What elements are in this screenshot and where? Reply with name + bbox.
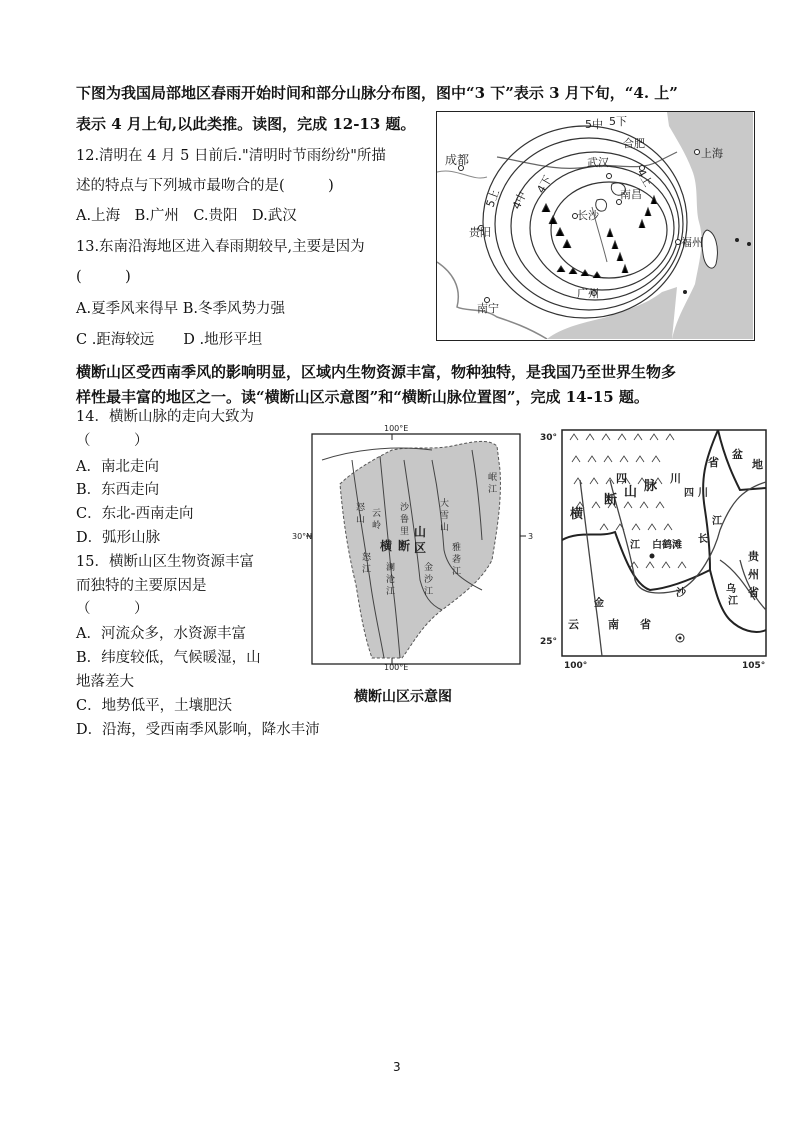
map3-label-14: 沙 [676,588,686,599]
q14-stem: 14．横断山脉的走向大致为 [76,409,254,425]
map3-label-3: 省 [708,456,719,469]
map3-label-25: 江 [728,596,738,607]
map2-range-10: 山 [440,523,450,533]
map3-label-2: 川 [670,472,681,485]
map3-lat-bottom: 25° [540,637,558,647]
map2-region-3: 山 [414,525,427,539]
map3-lon-left: 100° [564,661,588,671]
q14-option-b: B．东西走向 [76,482,160,498]
map2-range-2: 山 [356,515,366,525]
map3-lon-right: 105° [742,661,766,671]
city-hefei: 合肥 [623,137,645,150]
city-chengdu: 成都 [445,153,470,167]
hengduan-region-map [292,420,542,670]
contour-label-5shang: 5上 [483,187,502,210]
q15-stem-1: 15．横断山区生物资源丰富 [76,554,254,570]
map3-label-24: 乌 [726,584,736,595]
map2-range-9: 雪 [440,511,450,521]
map3-label-5: 川 [698,488,708,499]
q15-option-b: B．纬度较低，气候暖湿，山 [76,650,261,666]
city-shanghai: 上海 [701,147,723,160]
map2-river-6: 澜 [386,563,396,573]
contour-label-4shang: 4上 [634,167,655,190]
q15-blank: （ ） [76,601,149,617]
map2-lon-top: 100°E [384,424,409,433]
map3-lat-top: 30° [540,433,558,443]
q15-option-b-cont: 地落差大 [76,674,134,690]
city-nanchang: 南昌 [620,188,642,201]
page-number: 3 [393,1060,401,1074]
map2-region-2: 断 [398,539,411,553]
contour-label-4xia: 4下 [534,173,555,196]
map3-label-13: 金 [594,598,604,609]
map3-label-11: 脉 [644,479,658,494]
map3-label-baihetan: 白鹤滩 [652,540,682,551]
city-changsha: 长沙 [577,209,599,222]
intro-line-1: 下图为我国局部地区春雨开始时间和部分山脉分布图，图中“3 下”表示 3 月下旬，“4. 上” [76,84,678,102]
city-guiyang: 贵阳 [469,226,491,239]
q13-blank: ( ) [76,269,131,285]
map2-river-10: 江 [362,565,372,575]
map2-river-3: 金 [424,563,434,573]
map3-label-15: 江 [630,540,640,551]
map2-river-5: 江 [424,587,434,597]
map2-river-7: 沧 [386,575,396,585]
map2-lat-right: 3 [528,532,534,541]
q13-stem: 13.东南沿海地区进入春雨期较早,主要是因为 [76,239,365,255]
map3-label-9: 断 [604,493,618,508]
q14-option-c: C．东北-西南走向 [76,506,194,522]
map2-region-4: 区 [414,541,427,555]
q15-option-d: D．沿海，受西南季风影响，降水丰沛 [76,722,320,738]
map2-lat-left: 30°N [292,532,313,541]
q12-stem-1: 12.清明在 4 月 5 日前后."清明时节雨纷纷"所描 [76,148,386,164]
map2-range-5: 沙 [400,503,410,513]
city-guangzhou: 广州 [577,287,599,300]
map2-region-1: 横 [380,539,393,553]
map2-lon-bottom: 100°E [384,663,409,670]
map2-river-1: 岷 [488,473,498,483]
map3-label-17: 江 [712,516,722,527]
map3-label-6: 盆 [732,448,743,461]
spring-rain-map [436,111,755,341]
map3-label-22: 州 [748,568,759,581]
q14-blank: （ ） [76,433,149,449]
map2-range-7: 里 [400,527,410,537]
q15-stem-2: 而独特的主要原因是 [76,578,207,594]
q12-options: A.上海 B.广州 C.贵阳 D.武汉 [76,208,297,224]
contour-label-5xia: 5下 [609,115,627,128]
q13-options-1: A.夏季风来得早 B.冬季风势力强 [76,301,285,317]
map3-label-1: 四 [616,472,627,485]
city-nanning: 南宁 [477,302,499,315]
map3-label-23: 省 [748,586,759,599]
hengduan-location-map [540,420,772,672]
map3-label-20: 省 [640,618,651,631]
q13-options-2: C .距海较远 D .地形平坦 [76,332,263,348]
q14-option-a: A．南北走向 [76,459,159,475]
contour-label-5zhong: 5中 [585,118,603,131]
map2-river-13: 江 [452,567,462,577]
intro-line-2: 表示 4 月上旬,以此类推。读图，完成 12-13 题。 [76,115,416,133]
city-wuhan: 武汉 [587,156,609,169]
map3-label-7: 地 [752,458,763,471]
map2-river-2: 江 [488,485,498,495]
map3-label-10: 山 [624,485,638,500]
map3-label-21: 贵 [748,550,759,563]
map2-river-12: 砻 [452,555,462,565]
map2-river-9: 怒 [362,553,372,563]
city-fuzhou: 福州 [681,236,703,249]
q15-option-a: A．河流众多，水资源丰富 [76,626,246,642]
map2-caption: 横断山区示意图 [354,689,452,705]
map3-label-18: 云 [568,618,579,631]
map3-label-16: 长 [698,534,708,545]
contour-label-4zhong: 4中 [509,189,530,212]
map2-range-3: 云 [372,509,382,519]
map3-label-8: 横 [570,507,584,522]
map3-label-19: 南 [608,618,619,631]
map2-river-8: 江 [386,587,396,597]
map2-range-6: 鲁 [400,515,410,525]
q15-option-c: C．地势低平，土壤肥沃 [76,698,233,714]
map2-range-1: 怒 [356,503,366,513]
map2-range-4: 岭 [372,521,382,531]
intro2-line-1: 横断山区受西南季风的影响明显，区域内生物资源丰富，物种独特，是我国乃至世界生物多 [76,363,677,381]
map2-river-11: 雅 [452,543,462,553]
intro2-line-2: 样性最丰富的地区之一。读“横断山区示意图”和“横断山脉位置图”，完成 14-15 题。 [76,388,649,406]
q12-stem-2: 述的特点与下列城市最吻合的是( ) [76,178,334,194]
q14-option-d: D．弧形山脉 [76,530,161,546]
map2-river-4: 沙 [424,575,434,585]
map3-label-4: 四 [684,488,694,499]
map2-range-8: 大 [440,499,450,509]
